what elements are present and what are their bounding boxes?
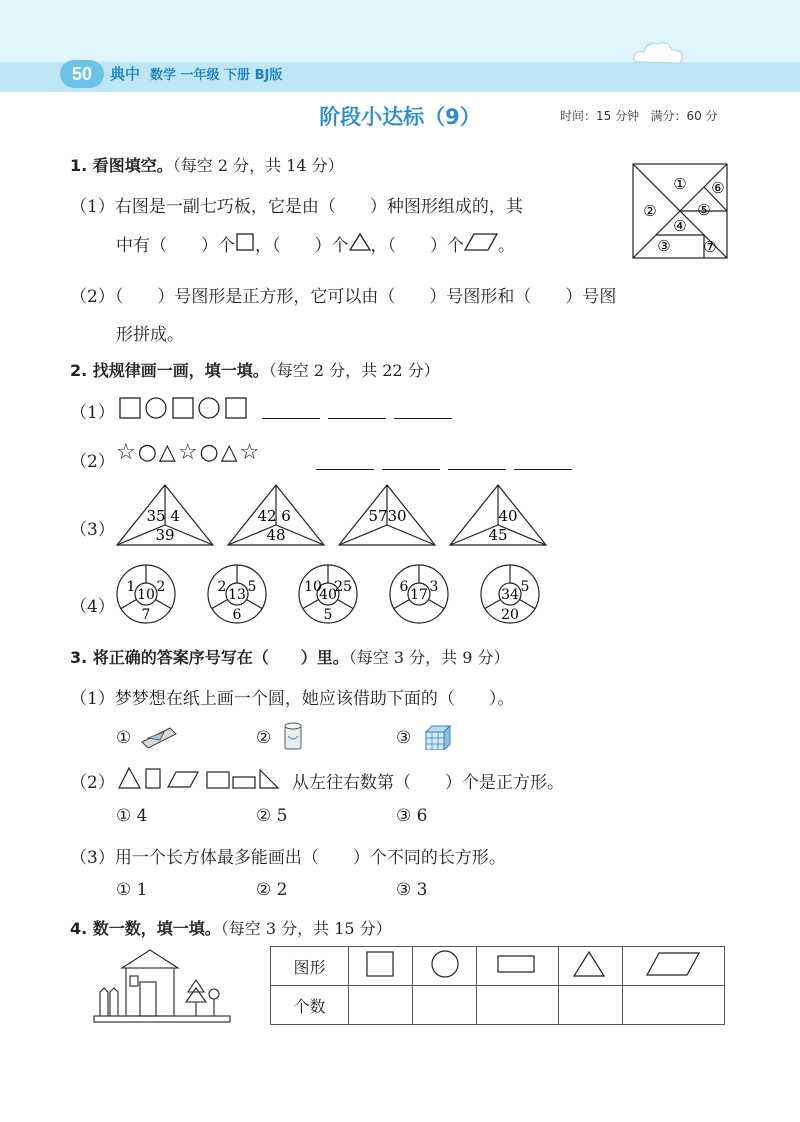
circle-value: 3 — [429, 579, 439, 595]
circle-center-value: 17 — [410, 587, 428, 603]
count-cell[interactable] — [413, 986, 477, 1025]
time-limit: 时间：15 分钟 满分：60 分 — [560, 109, 718, 123]
tangram-label: ② — [643, 202, 657, 220]
circle-value: 25 — [334, 579, 352, 595]
tangram-label: ⑦ — [703, 238, 717, 256]
triangle-value: 30 — [387, 507, 407, 525]
q2-part3-label: （3） — [70, 520, 115, 540]
circle-value: 5 — [520, 579, 530, 595]
triangle-value: 4 — [170, 507, 180, 525]
triangle-value: 6 — [281, 507, 291, 525]
triangle-icon — [558, 947, 622, 986]
tangram-label: ③ — [657, 237, 671, 255]
answer-blank[interactable] — [448, 457, 506, 470]
triangle-value: 48 — [266, 526, 286, 544]
circle-value: 1 — [126, 579, 136, 595]
scalloped-edge — [0, 84, 800, 98]
q3-option-2[interactable]: ② — [256, 728, 272, 748]
circle-center-value: 13 — [228, 587, 246, 603]
tangram-label: ⑥ — [711, 179, 725, 197]
page-number: 50 — [60, 60, 104, 88]
tangram-figure — [632, 163, 728, 259]
answer-blank[interactable] — [316, 457, 374, 470]
tangram-label: ⑤ — [697, 201, 711, 219]
row-label-count: 个数 — [271, 986, 349, 1025]
circle-value: 5 — [247, 579, 257, 595]
q1-part2-line2: 形拼成。 — [116, 325, 184, 345]
triangle-icon — [349, 233, 371, 251]
q1-part2-line1: （2）（ ）号图形是正方形，它可以由（ ）号图形和（ ）号图 — [70, 287, 617, 307]
count-cell[interactable] — [558, 986, 622, 1025]
house-figure — [92, 946, 232, 1024]
cloud-decoration-icon — [630, 38, 690, 68]
q3-option-3[interactable]: ③ — [396, 728, 412, 748]
circle-puzzle — [208, 565, 266, 623]
triangle-puzzle — [117, 485, 213, 545]
parallelogram-icon — [464, 233, 498, 251]
q3-part3-option-3[interactable]: ③ 3 — [396, 880, 428, 900]
circle-puzzle — [117, 565, 175, 623]
circle-value: 6 — [232, 607, 242, 623]
q2-heading: 2. 找规律画一画，填一填。（每空 2 分，共 22 分） — [70, 361, 440, 380]
triangle-value: 39 — [155, 526, 175, 544]
q2-part2-label: （2） — [70, 452, 115, 472]
circle-value: 5 — [323, 607, 333, 623]
circle-value: 2 — [217, 579, 227, 595]
cup-icon — [282, 722, 304, 752]
parallelogram-icon — [622, 947, 724, 986]
shape-sequence-2: ☆○△☆○△☆ — [116, 440, 262, 465]
count-cell[interactable] — [477, 986, 558, 1025]
q3-option-1[interactable]: ① — [116, 728, 132, 748]
set-square-ruler-icon — [140, 724, 178, 750]
shape-sequence-1 — [118, 396, 258, 420]
triangle-value: 57 — [368, 507, 388, 525]
circle-center-value: 40 — [319, 587, 337, 603]
q2-part4-label: （4） — [70, 597, 115, 617]
row-label-shape: 图形 — [271, 947, 349, 986]
triangle-value: 40 — [498, 507, 518, 525]
page-title: 阶段小达标（9） — [319, 105, 481, 129]
q3-part2-option-1[interactable]: ① 4 — [116, 806, 148, 826]
square-icon — [235, 233, 255, 251]
answer-blank[interactable] — [262, 406, 320, 419]
q3-heading: 3. 将正确的答案序号写在（ ）里。（每空 3 分，共 9 分） — [70, 648, 510, 667]
answer-blank[interactable] — [382, 457, 440, 470]
circle-center-value: 10 — [137, 587, 155, 603]
q1-part1-line2: 中有（ ）个 ，（ ）个 ，（ ）个 。 — [116, 231, 515, 256]
circle-value: 20 — [501, 607, 519, 623]
book-title: 数学 一年级 下册 BJ版 — [150, 68, 283, 83]
triangle-puzzles — [116, 483, 556, 549]
triangle-puzzle — [450, 485, 546, 545]
circle-value: 2 — [156, 579, 166, 595]
circle-value: 6 — [399, 579, 409, 595]
answer-lines-2 — [316, 455, 580, 474]
triangle-value: 35 — [146, 507, 166, 525]
count-cell[interactable] — [622, 986, 724, 1025]
q3-part1: （1）梦梦想在纸上画一个圆，她应该借助下面的（ ）。 — [70, 689, 515, 709]
circle-puzzle — [390, 565, 448, 623]
circle-icon — [413, 947, 477, 986]
brand-logo: 典中 — [110, 66, 141, 83]
triangle-value: 45 — [488, 526, 508, 544]
q1-part1-line1: （1）右图是一副七巧板，它是由（ ）种图形组成的，其 — [70, 197, 523, 217]
q3-part2-option-2[interactable]: ② 5 — [256, 806, 288, 826]
cube-icon — [424, 724, 452, 750]
q3-part2-option-3[interactable]: ③ 6 — [396, 806, 428, 826]
q4-heading: 4. 数一数，填一填。（每空 3 分，共 15 分） — [70, 919, 392, 938]
circle-puzzle — [481, 565, 539, 623]
circle-puzzle — [299, 565, 357, 623]
answer-blank[interactable] — [394, 406, 452, 419]
circle-value: 7 — [141, 607, 151, 623]
q3-part3-option-2[interactable]: ② 2 — [256, 880, 288, 900]
circle-puzzles — [114, 562, 564, 626]
circle-value: 10 — [304, 579, 322, 595]
count-cell[interactable] — [349, 986, 413, 1025]
count-table — [270, 946, 725, 1025]
tangram-label: ④ — [673, 217, 687, 235]
circle-center-value: 34 — [501, 587, 519, 603]
triangle-puzzle — [339, 485, 435, 545]
square-icon — [349, 947, 413, 986]
q1-heading: 1. 看图填空。（每空 2 分，共 14 分） — [70, 156, 344, 175]
q3-part2-text: 从左往右数第（ ）个是正方形。 — [292, 773, 564, 793]
answer-lines-1 — [262, 404, 460, 423]
shape-row-q3 — [118, 766, 288, 790]
q3-part3: （3）用一个长方体最多能画出（ ）个不同的长方形。 — [70, 848, 506, 868]
q2-part1-label: （1） — [70, 403, 115, 423]
q3-part2-label: （2） — [70, 773, 115, 793]
rectangle-icon — [477, 947, 558, 986]
tangram-label: ① — [673, 175, 687, 193]
answer-blank[interactable] — [328, 406, 386, 419]
triangle-value: 42 — [257, 507, 277, 525]
triangle-puzzle — [228, 485, 324, 545]
answer-blank[interactable] — [514, 457, 572, 470]
q3-part3-option-1[interactable]: ① 1 — [116, 880, 148, 900]
